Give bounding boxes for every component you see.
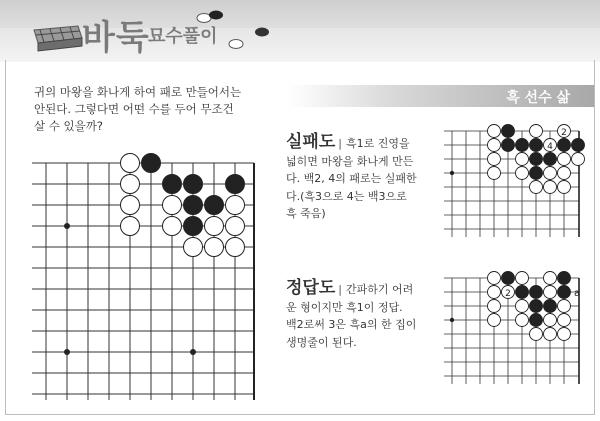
answer-stone-label-2: 2 bbox=[505, 289, 511, 299]
answer-section: 정답도 | 간파하기 어려 운 형이지만 흑1이 정답. 백2로써 3은 흑a의 한 집이 생명줄이 된다. bbox=[286, 278, 417, 349]
goal-label: 흑 선수 삶 bbox=[506, 90, 570, 106]
fail-stone-label-4: 4 bbox=[547, 142, 553, 152]
page-title: 바둑 bbox=[82, 18, 150, 58]
page-subtitle: 묘수풀이 bbox=[148, 26, 218, 47]
failure-section: 실패도 | 흑1로 진영을 넓히면 마왕을 화나게 만든 다. 백2, 4의 패로는 실패한 다.(흑3으로 4는 백3으로 흑 죽음) bbox=[286, 132, 417, 220]
fail-stone-label-2: 2 bbox=[561, 128, 567, 138]
failure-title: 실패도 bbox=[286, 132, 336, 152]
problem-description: 귀의 마왕을 화나게 하여 패로 만들어서는 안된다. 그렇다면 어떤 수를 두어 무조건 살 수 있을까? bbox=[34, 85, 242, 133]
answer-point-a-label: a bbox=[574, 288, 581, 299]
answer-title: 정답도 bbox=[286, 278, 336, 298]
